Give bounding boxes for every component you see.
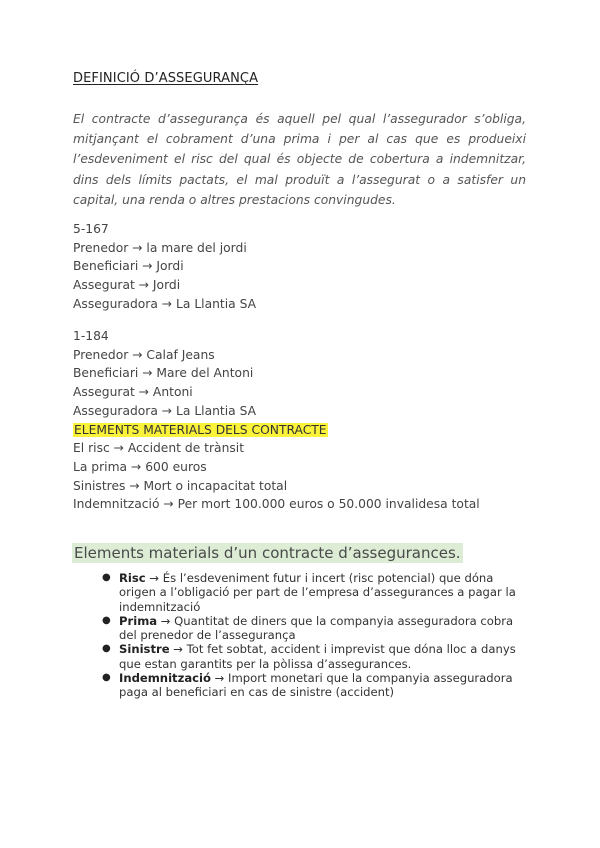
bullet-list (102, 571, 527, 700)
bullet-icon: ● (102, 672, 111, 684)
bullet-term: Prima (119, 613, 158, 628)
case-1-assegurat: Assegurat → Jordi (73, 278, 181, 293)
bullet-icon: ● (102, 572, 111, 583)
case-2-assegurat: Assegurat → Antoni (73, 385, 193, 400)
bullet-icon: ● (102, 614, 111, 626)
definition-paragraph: El contracte d’assegurança és aquell pel qual l’assegurador s’obliga, mitjançant el cobrament d’una prima i per al cas que es produeixi l’esdeveniment el risc del qual és objecte de cobertura a indemnitzar, dins dels límits pactats, el mal produït a l’assegurat o a satisfer un capital, una renda o altres prestacions convingudes. (73, 112, 526, 207)
bullet-term: Sinistre (119, 642, 170, 657)
case-1-asseguradora: Asseguradora → La Llantia SA (73, 296, 257, 311)
element-prima: La prima → 600 euros (73, 459, 207, 474)
element-risc: El risc → Accident de trànsit (73, 441, 245, 456)
list-item-sinistre (102, 642, 527, 671)
bullet-text: → Tot fet sobtat, accident i imprevist que dóna lloc a danys que estan garantits per la pòlissa d’assegurances. (119, 642, 516, 671)
case-2-asseguradora: Asseguradora → La Llantia SA (73, 403, 257, 418)
highlighted-heading: ELEMENTS MATERIALS DELS CONTRACTE (74, 422, 327, 437)
case-1-prenedor: Prenedor → la mare del jordi (73, 240, 247, 255)
case-2-code: 1-184 (73, 329, 109, 343)
bullet-text: → Quantitat de diners que la companyia asseguradora cobra del prenedor de l’assegurança (119, 613, 514, 643)
list-item-prima (102, 614, 527, 643)
case-2-block (73, 327, 480, 514)
case-1-beneficiari: Beneficiari → Jordi (73, 259, 184, 274)
case-2-prenedor: Prenedor → Calaf Jeans (73, 347, 215, 362)
bullet-term: Risc (119, 571, 146, 585)
element-indemnitzacio: Indemnització → Per mort 100.000 euros o 50.000 invalidesa total (73, 497, 480, 512)
bullet-text: → És l’esdeveniment futur i incert (risc potencial) que dóna origen a l’obligació per part de l’empresa d’assegurances a pagar la indemnització (119, 571, 516, 614)
bullet-icon: ● (102, 643, 111, 655)
case-1-code: 5-167 (73, 222, 109, 236)
list-item-indemnitzacio (102, 671, 527, 700)
list-item-risc (102, 571, 527, 614)
case-2-beneficiari: Beneficiari → Mare del Antoni (73, 366, 254, 381)
bullet-text: → Import monetari que la companyia asseguradora paga al beneficiari en cas de sinistre (accident) (119, 671, 513, 700)
element-sinistres: Sinistres → Mort o incapacitat total (73, 478, 288, 493)
bullet-term: Indemnització (119, 671, 211, 686)
section-title: Elements materials d’un contracte d’assegurances. (74, 544, 461, 562)
page-title: DEFINICIÓ D’ASSEGURANÇA (73, 71, 259, 86)
case-1-block (73, 220, 256, 314)
